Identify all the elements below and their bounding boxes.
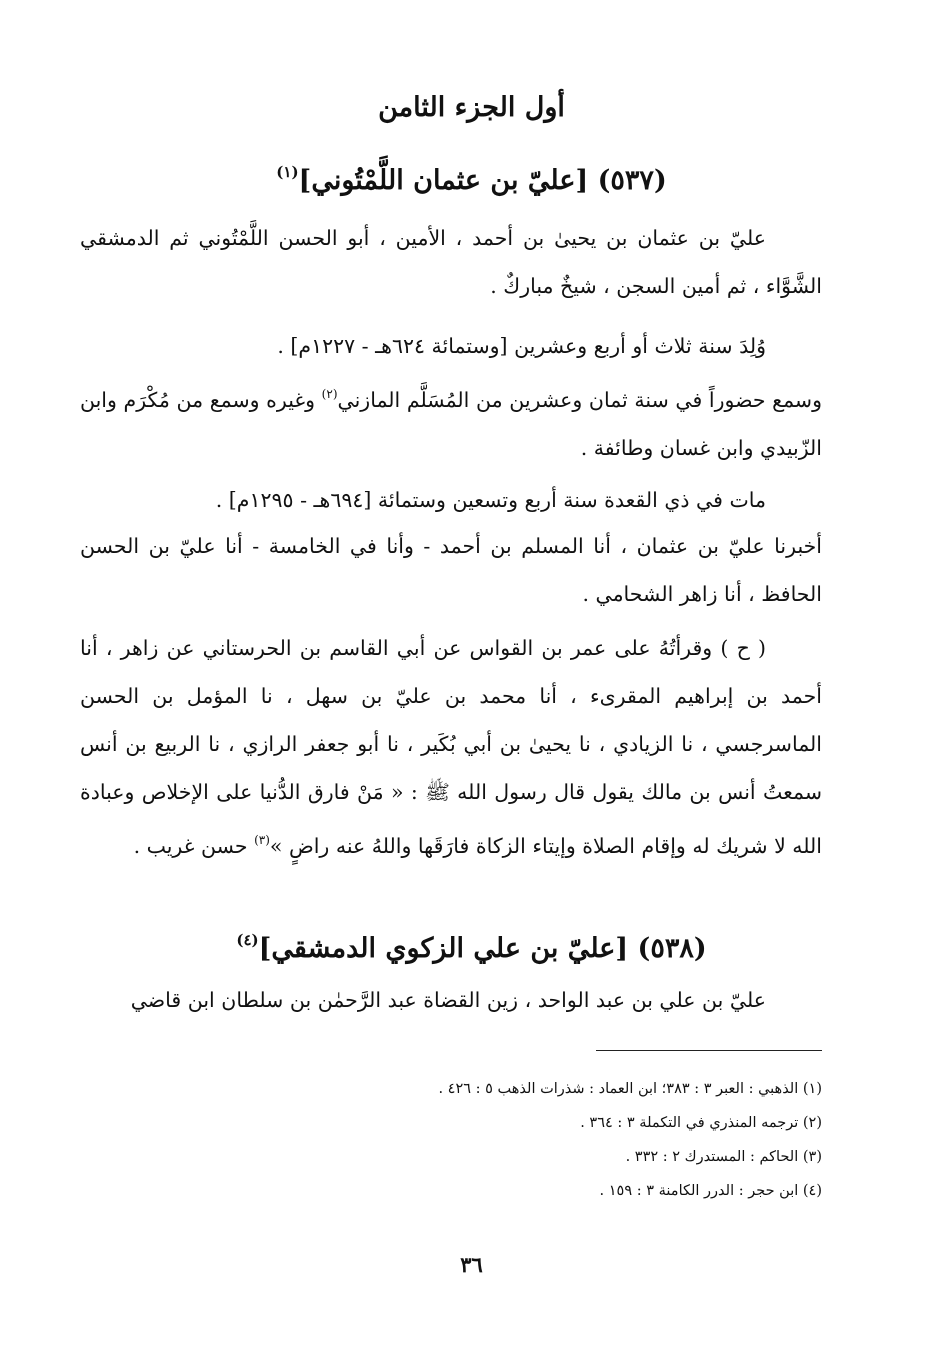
- entry-538-name: [عليّ بن علي الزكوي الدمشقي]: [258, 933, 629, 964]
- entry-538-biography: عليّ بن علي بن عبد الواحد ، زين القضاة عبد الرَّحمٰن بن سلطان ابن قاضي: [130, 988, 766, 1012]
- entry-537-hearing-text-b: وغيره وسمع من مُكْرَم وابن الزّبيدي وابن غسان وطائفة .: [80, 388, 822, 460]
- entry-537-birth: وُلِدَ سنة ثلاث أو أربع وعشرين [وستمائة ٦٢٤هـ - ١٢٢٧م] .: [277, 334, 766, 358]
- entry-537-name: [عليّ بن عثمان اللَّمْتُوني]: [298, 165, 589, 196]
- entry-538-title: [0, 918, 943, 971]
- page-number: ٣٦: [460, 1252, 483, 1277]
- part-title: أول الجزء الثامن: [378, 92, 565, 123]
- footnote-3: (٣) الحاكم : المستدرك ٢ : ٣٣٢ .: [625, 1149, 822, 1165]
- hadith-grade: حسن غريب .: [133, 834, 255, 858]
- footnote-ref-3: (٣): [254, 833, 270, 847]
- footnote-ref-4: (٤): [236, 931, 259, 949]
- entry-538-number: (٥٣٨): [637, 933, 707, 964]
- entry-537-hearing-text-a: وسمع حضوراً في سنة ثمان وعشرين من المُسَلَّم المازني: [337, 388, 823, 412]
- hadith-text: ( ح ) وقرأتُهُ على عمر بن القواس عن أبي القاسم بن الحرستاني عن زاهر ، أنا أحمد بن إبراهيم المقرىء ، أنا محمد بن عليّ بن سهل ، نا المؤمل بن الحسن الماسرجسي ، نا الزيادي ، نا يحيىٰ بن أبي بُكَير ، نا أبو جعفر الرازي ، نا الربيع بن أنس سمعتُ أنس بن مالك يقول قال رسول الله ﷺ : « مَنْ فارق الدُّنيا على الإخلاص وعبادة الله لا شريك له وإقام الصلاة وإيتاء الزكاة فارَقَها واللهُ عنه راضٍ »: [80, 636, 822, 858]
- entry-537-title: [0, 150, 943, 203]
- footnote-2: (٢) ترجمه المنذري في التكملة ٣ : ٣٦٤ .: [580, 1115, 822, 1131]
- entry-537-number: (٥٣٧): [597, 165, 667, 196]
- entry-537-chain-2: [80, 624, 822, 870]
- footnote-1: (١) الذهبي : العبر ٣ : ٣٨٣؛ ابن العماد : شذرات الذهب ٥ : ٤٢٦ .: [438, 1081, 822, 1097]
- entry-537-chain-1: أخبرنا عليّ بن عثمان ، أنا المسلم بن أحمد - وأنا في الخامسة - أنا عليّ بن الحسن الحافظ ، أنا زاهر الشحامي .: [80, 534, 822, 606]
- entry-537-biography: عليّ بن عثمان بن يحيىٰ بن أحمد ، الأمين ، أبو الحسن اللَّمْتُوني ثم الدمشقي الشَّوَّاء ، ثم أمين السجن ، شيخٌ مباركٌ .: [80, 226, 822, 298]
- footnote-ref-1: (١): [276, 163, 299, 181]
- footnote-ref-2: (٢): [321, 387, 338, 401]
- footnote-divider: [596, 1050, 822, 1051]
- footnote-4: (٤) ابن حجر : الدرر الكامنة ٣ : ١٥٩ .: [599, 1183, 822, 1199]
- entry-537-death: مات في ذي القعدة سنة أربع وتسعين وستمائة [٦٩٤هـ - ١٢٩٥م] .: [215, 488, 766, 512]
- footnotes: [222, 1072, 822, 1208]
- entry-537-hearing: [80, 370, 822, 472]
